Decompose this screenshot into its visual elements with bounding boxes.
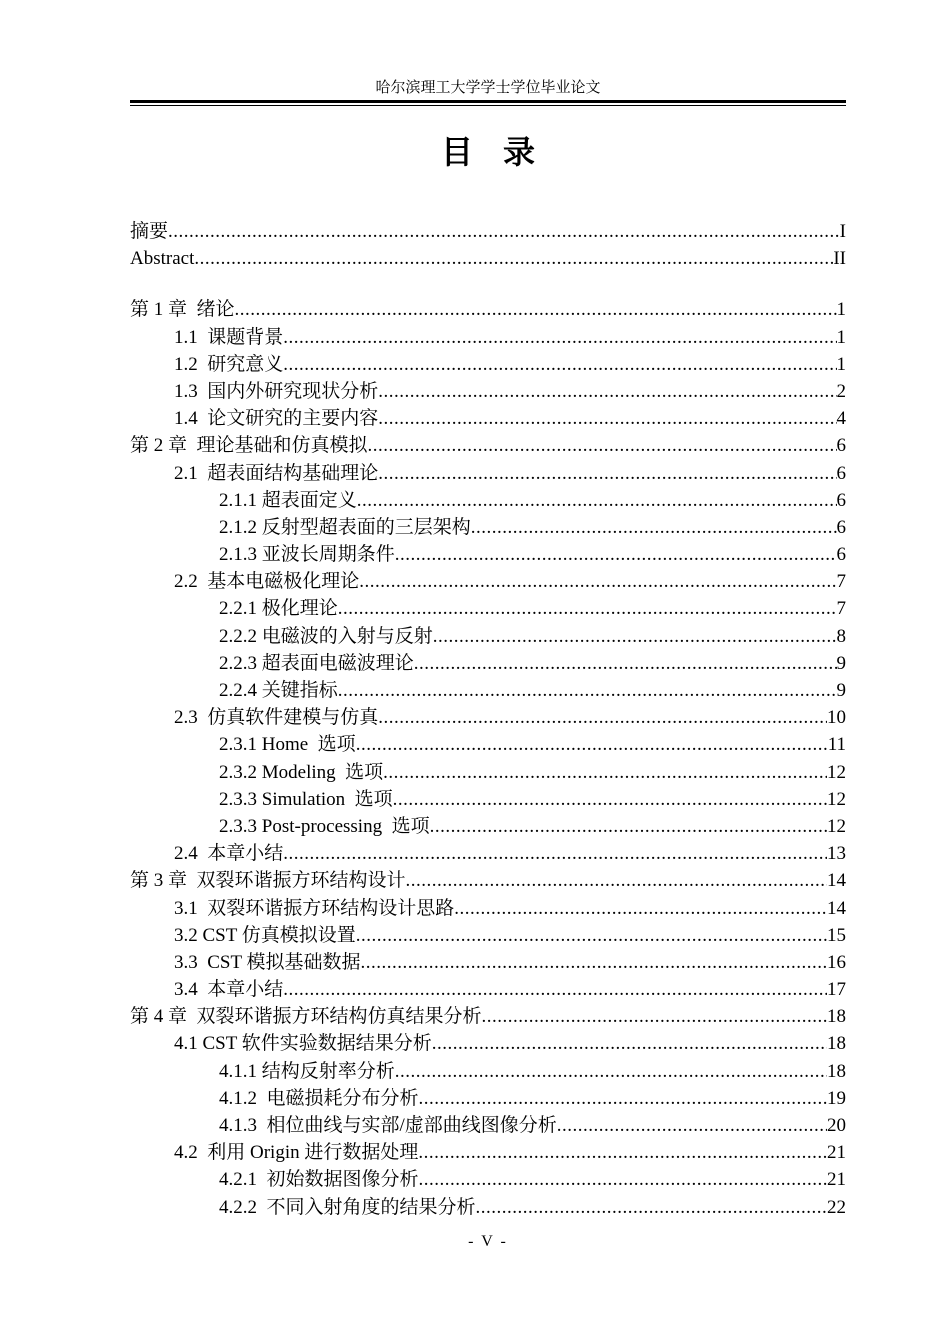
toc-leader-dots (235, 296, 837, 323)
toc-entry-page: 8 (836, 625, 846, 647)
toc-leader-dots (433, 623, 837, 650)
toc-leader-dots (395, 541, 837, 568)
toc-entry-page: 18 (827, 1033, 846, 1055)
toc-entry[interactable] (130, 595, 846, 622)
toc-entry[interactable] (130, 677, 846, 704)
toc-entry[interactable] (130, 786, 846, 813)
toc-entry[interactable] (130, 1003, 846, 1030)
toc-entry[interactable] (130, 949, 846, 976)
toc-entry[interactable] (130, 432, 846, 459)
toc-entry-page: 13 (827, 843, 846, 865)
toc-leader-dots (395, 1058, 827, 1085)
toc-entry-label: 3.1 双裂环谐振方环结构设计思路 (174, 897, 455, 919)
toc-leader-dots (378, 704, 827, 731)
toc-entry-page: 12 (827, 815, 846, 837)
toc-entry[interactable] (130, 245, 846, 272)
toc-entry-label: 2.1.3 亚波长周期条件 (219, 544, 395, 566)
toc-entry-label: 1.3 国内外研究现状分析 (174, 380, 379, 402)
toc-leader-dots (419, 1166, 827, 1193)
toc-entry-label: 4.1.1 结构反射率分析 (219, 1060, 395, 1082)
toc-entry-page: 6 (836, 544, 846, 566)
toc-leader-dots (454, 895, 827, 922)
toc-leader-dots (378, 460, 836, 487)
toc-entry-label: 第 4 章 双裂环谐振方环结构仿真结果分析 (130, 1006, 482, 1028)
toc-entry-page: 19 (827, 1087, 846, 1109)
toc-entry-page: 2 (836, 380, 846, 402)
toc-leader-dots (419, 1085, 827, 1112)
toc-leader-dots (359, 568, 836, 595)
toc-entry-page: 20 (827, 1115, 846, 1136)
toc-entry-label: 3.3 CST 模拟基础数据 (174, 951, 361, 973)
toc-entry-page: 7 (836, 571, 846, 593)
toc-entry[interactable] (130, 296, 846, 323)
toc-leader-dots (283, 324, 836, 351)
toc-entry-page: 12 (827, 788, 846, 810)
toc-entry[interactable] (130, 1085, 846, 1112)
toc-leader-dots (393, 786, 827, 813)
toc-entry-label: 4.2.2 不同入射角度的结果分析 (219, 1196, 476, 1218)
toc-entry[interactable] (130, 218, 846, 245)
toc-entry[interactable] (130, 487, 846, 514)
toc-entry-page: 14 (827, 897, 846, 919)
toc-entry[interactable] (130, 922, 846, 949)
toc-entry-label: 4.1.3 相位曲线与实部/虚部曲线图像分析 (219, 1115, 557, 1136)
toc-entry-label: 摘要 (130, 221, 169, 242)
toc-entry[interactable] (130, 1139, 846, 1166)
toc-leader-dots (356, 731, 828, 758)
toc-entry-label: 第 3 章 双裂环谐振方环结构设计 (130, 870, 406, 892)
toc-leader-dots (283, 840, 827, 867)
toc-entry-page: 1 (836, 353, 846, 375)
toc-leader-dots (338, 595, 837, 622)
running-header: 哈尔滨理工大学学士学位毕业论文 (375, 80, 601, 96)
toc-entry-page: I (839, 221, 846, 242)
toc-entry-page: II (833, 248, 846, 270)
toc-entry-label: 4.1.2 电磁损耗分布分析 (219, 1087, 419, 1109)
toc-entry-page: 14 (827, 870, 846, 892)
toc-entry-page: 9 (836, 652, 846, 674)
table-of-contents (130, 218, 846, 1221)
toc-leader-dots (283, 976, 827, 1003)
toc-leader-dots (168, 218, 840, 245)
toc-entry-page: 1 (836, 299, 846, 321)
toc-leader-dots (378, 405, 836, 432)
toc-entry[interactable] (130, 568, 846, 595)
toc-entry-page: 17 (827, 979, 846, 1001)
toc-entry[interactable] (130, 840, 846, 867)
toc-entry-label: 2.2.1 极化理论 (219, 598, 338, 620)
toc-entry[interactable] (130, 1194, 846, 1221)
toc-leader-dots (338, 677, 837, 704)
toc-entry-page: 1 (836, 326, 846, 348)
toc-leader-dots (406, 867, 827, 894)
toc-entry-page: 21 (827, 1169, 846, 1191)
toc-entry-page: 6 (836, 489, 846, 511)
toc-entry[interactable] (130, 460, 846, 487)
toc-leader-dots (368, 432, 837, 459)
toc-entry-page: 16 (827, 951, 846, 973)
toc-entry-label: 2.3.3 Post-processing 选项 (219, 815, 430, 837)
toc-entry-page: 22 (827, 1196, 846, 1218)
toc-entry-label: 2.2 基本电磁极化理论 (174, 571, 360, 593)
toc-entry-label: 1.4 论文研究的主要内容 (174, 408, 379, 430)
toc-entry[interactable] (130, 759, 846, 786)
toc-entry-label: 2.4 本章小结 (174, 843, 284, 865)
toc-entry-page: 21 (827, 1142, 846, 1164)
toc-entry[interactable] (130, 405, 846, 432)
toc-entry[interactable] (130, 1166, 846, 1193)
toc-entry-page: 10 (827, 707, 846, 729)
toc-entry-label: 4.1 CST 软件实验数据结果分析 (174, 1033, 432, 1055)
toc-entry-label: 4.2 利用 Origin 进行数据处理 (174, 1142, 419, 1164)
toc-entry-page: 11 (827, 734, 846, 756)
toc-leader-dots (357, 487, 837, 514)
toc-entry[interactable] (130, 867, 846, 894)
toc-leader-dots (283, 351, 836, 378)
toc-entry[interactable] (130, 704, 846, 731)
toc-entry-label: 2.1 超表面结构基础理论 (174, 462, 379, 484)
toc-entry[interactable] (130, 976, 846, 1003)
toc-entry-page: 6 (836, 435, 846, 457)
toc-entry-page: 15 (827, 924, 846, 946)
header-rule-thick (130, 100, 846, 103)
toc-entry-label: Abstract (130, 248, 195, 270)
toc-entry-page: 6 (836, 462, 846, 484)
page-number: - V - (468, 1233, 508, 1250)
page-title: 目录 (440, 134, 565, 170)
toc-entry[interactable] (130, 378, 846, 405)
toc-entry-label: 2.3.2 Modeling 选项 (219, 761, 384, 783)
header-rule-thin (130, 105, 846, 106)
toc-entry-page: 7 (836, 598, 846, 620)
toc-entry[interactable] (130, 1030, 846, 1057)
toc-entry-label: 3.2 CST 仿真模拟设置 (174, 924, 356, 946)
toc-entry[interactable] (130, 1058, 846, 1085)
toc-leader-dots (418, 1139, 827, 1166)
toc-entry-page: 9 (836, 680, 846, 701)
toc-entry-page: 6 (836, 516, 846, 538)
toc-entry[interactable] (130, 895, 846, 922)
toc-entry[interactable] (130, 324, 846, 351)
toc-entry-page: 18 (827, 1060, 846, 1082)
toc-entry-label: 2.2.2 电磁波的入射与反射 (219, 625, 433, 647)
toc-entry[interactable] (130, 1112, 846, 1139)
toc-entry-label: 2.1.2 反射型超表面的三层架构 (219, 516, 471, 538)
toc-leader-dots (414, 650, 837, 677)
toc-entry-label: 2.3.3 Simulation 选项 (219, 788, 393, 810)
toc-entry-page: 18 (827, 1006, 846, 1028)
toc-entry[interactable] (130, 623, 846, 650)
toc-entry-label: 4.2.1 初始数据图像分析 (219, 1169, 419, 1191)
toc-entry[interactable] (130, 514, 846, 541)
toc-entry-page: 12 (827, 761, 846, 783)
toc-leader-dots (471, 514, 837, 541)
toc-entry-label: 第 1 章 绪论 (130, 299, 235, 321)
toc-entry[interactable] (130, 813, 846, 840)
toc-leader-dots (432, 1030, 827, 1057)
toc-leader-dots (557, 1112, 827, 1139)
toc-entry-label: 2.2.4 关键指标 (219, 680, 338, 701)
toc-entry[interactable] (130, 731, 846, 758)
toc-entry[interactable] (130, 541, 846, 568)
toc-leader-dots (383, 759, 827, 786)
toc-leader-dots (361, 949, 827, 976)
toc-entry-page: 4 (836, 408, 846, 430)
toc-entry-label: 2.3 仿真软件建模与仿真 (174, 707, 379, 729)
toc-leader-dots (482, 1003, 827, 1030)
toc-entry-label: 1.1 课题背景 (174, 326, 284, 348)
toc-entry-label: 2.1.1 超表面定义 (219, 489, 357, 511)
toc-entry-label: 2.2.3 超表面电磁波理论 (219, 652, 414, 674)
toc-entry[interactable] (130, 351, 846, 378)
toc-leader-dots (430, 813, 827, 840)
toc-entry[interactable] (130, 650, 846, 677)
toc-leader-dots (476, 1194, 827, 1221)
toc-entry-label: 2.3.1 Home 选项 (219, 734, 356, 756)
toc-leader-dots (378, 378, 836, 405)
toc-entry-label: 第 2 章 理论基础和仿真模拟 (130, 435, 368, 457)
toc-leader-dots (194, 245, 833, 272)
toc-entry-label: 1.2 研究意义 (174, 353, 284, 375)
toc-entry-label: 3.4 本章小结 (174, 979, 284, 1001)
toc-leader-dots (356, 922, 827, 949)
